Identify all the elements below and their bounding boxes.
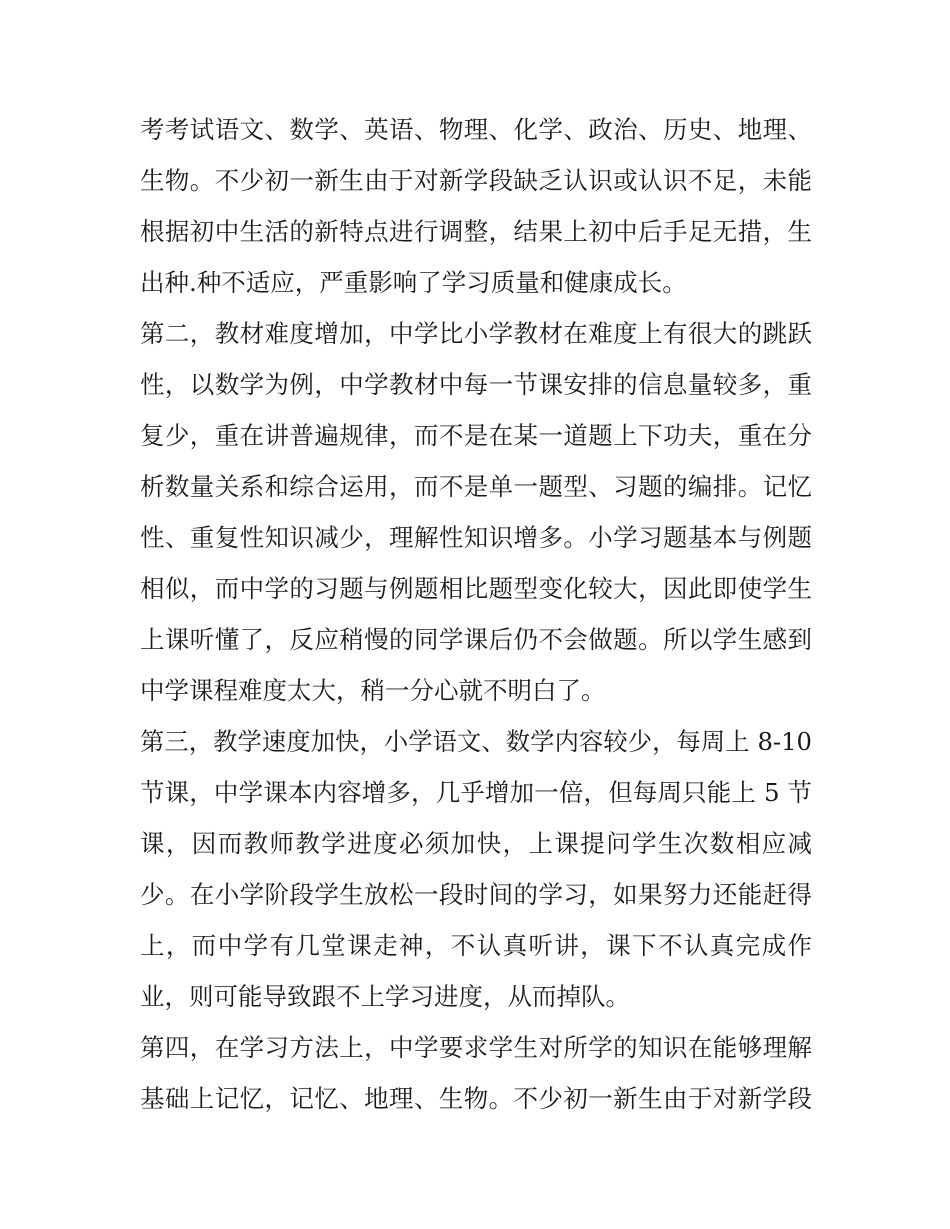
- text-line-2: 生物。不少初一新生由于对新学段缺乏认识或认识不足，未能: [140, 166, 812, 195]
- text-line-20: 基础上记忆，记忆、地理、生物。不少初一新生由于对新学段: [140, 1084, 812, 1113]
- text-line-18: 业，则可能导致跟不上学习进度，从而掉队。: [140, 982, 630, 1011]
- text-line-13: 第三，教学速度加快，小学语文、数学内容较少，每周上 8-10: [140, 727, 812, 756]
- text-line-17: 上，而中学有几堂课走神，不认真听讲，课下不认真完成作: [140, 931, 812, 960]
- text-line-10: 相似，而中学的习题与例题相比题型变化较大，因此即使学生: [140, 574, 812, 603]
- text-line-1: 考考试语文、数学、英语、物理、化学、政治、历史、地理、: [140, 115, 812, 144]
- text-line-11: 上课听懂了，反应稍慢的同学课后仍不会做题。所以学生感到: [140, 625, 812, 654]
- text-line-14: 节课，中学课本内容增多，几乎增加一倍，但每周只能上 5 节: [140, 778, 812, 807]
- text-line-12: 中学课程难度太大，稍一分心就不明白了。: [140, 676, 606, 705]
- body-text: [140, 104, 812, 1124]
- text-line-6: 性，以数学为例，中学教材中每一节课安排的信息量较多，重: [140, 370, 812, 399]
- text-line-9: 性、重复性知识减少，理解性知识增多。小学习题基本与例题: [140, 523, 812, 552]
- text-line-16: 少。在小学阶段学生放松一段时间的学习，如果努力还能赶得: [140, 880, 812, 909]
- text-line-8: 析数量关系和综合运用，而不是单一题型、习题的编排。记忆: [140, 472, 812, 501]
- text-line-19: 第四，在学习方法上，中学要求学生对所学的知识在能够理解: [140, 1033, 812, 1062]
- text-line-3: 根据初中生活的新特点进行调整，结果上初中后手足无措，生: [140, 217, 812, 246]
- text-line-4: 出种.种不适应，严重影响了学习质量和健康成长。: [140, 268, 687, 297]
- text-line-5: 第二，教材难度增加，中学比小学教材在难度上有很大的跳跃: [140, 319, 812, 348]
- text-line-7: 复少，重在讲普遍规律，而不是在某一道题上下功夫，重在分: [140, 421, 812, 450]
- text-line-15: 课，因而教师教学进度必须加快，上课提问学生次数相应减: [140, 829, 812, 858]
